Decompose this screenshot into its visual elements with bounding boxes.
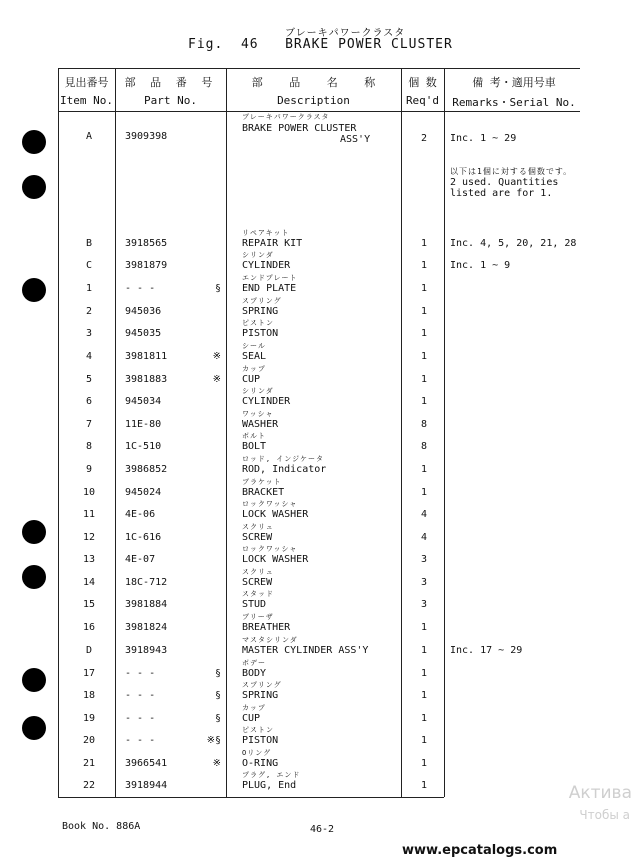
punch-hole: [22, 278, 46, 302]
quantity: 8: [420, 441, 428, 452]
description-jp: ブラケット: [242, 478, 282, 486]
description: CYLINDER: [242, 260, 291, 271]
header-desc: [226, 74, 401, 107]
part-number: 3909398: [125, 131, 168, 142]
description-jp: エンドプレート: [242, 274, 298, 282]
part-mark: ※: [212, 374, 221, 385]
description-jp: ロックワッシャ: [242, 545, 298, 553]
remark: Inc. 17 ~ 29: [450, 645, 523, 656]
part-number: 945034: [125, 396, 162, 407]
quantity: 3: [420, 577, 428, 588]
header-desc-jp: 部 品 名 称: [251, 76, 376, 89]
part-number: 945024: [125, 487, 162, 498]
part-number: 3918944: [125, 780, 168, 791]
header-remarks: [444, 74, 584, 110]
item-number: 16: [82, 622, 96, 633]
header-qty-en: Req'd: [405, 94, 440, 107]
remark: Inc. 1 ~ 29: [450, 133, 517, 144]
remark: Inc. 4, 5, 20, 21, 28: [450, 238, 577, 249]
quantity: 1: [420, 374, 428, 385]
description-jp: ロッド, インジケータ: [242, 455, 324, 463]
description: BODY: [242, 668, 267, 679]
item-number: 6: [85, 396, 93, 407]
header-item: [58, 74, 115, 107]
item-number: 20: [82, 735, 96, 746]
description: MASTER CYLINDER ASS'Y: [242, 645, 369, 656]
description-jp: スクリュ: [242, 523, 274, 531]
description: LOCK WASHER: [242, 509, 309, 520]
part-number: 3918943: [125, 645, 168, 656]
header-item-en: Item No.: [60, 94, 113, 107]
item-number: 15: [82, 599, 96, 610]
description-jp: シール: [242, 342, 266, 350]
quantity: 2: [420, 133, 428, 144]
quantity: 1: [420, 690, 428, 701]
part-number: 945036: [125, 306, 162, 317]
quantity: 4: [420, 532, 428, 543]
part-number: - - -: [125, 713, 156, 724]
part-number: 3981879: [125, 260, 168, 271]
remark: Inc. 1 ~ 9: [450, 260, 511, 271]
quantity: 8: [420, 419, 428, 430]
header-desc-en: Description: [277, 94, 350, 107]
quantity: 1: [420, 396, 428, 407]
description-jp: ブリーザ: [242, 613, 274, 621]
description: ROD, Indicator: [242, 464, 327, 475]
description: CUP: [242, 713, 261, 724]
description-line-2: ASS'Y: [340, 134, 371, 145]
quantity: 1: [420, 780, 428, 791]
part-number: - - -: [125, 283, 156, 294]
item-number: 19: [82, 713, 96, 724]
description-jp: スプリング: [242, 681, 282, 689]
description: REPAIR KIT: [242, 238, 303, 249]
header-qty: [401, 74, 444, 107]
page-title: [188, 37, 453, 52]
item-number: B: [85, 238, 93, 249]
item-number: 14: [82, 577, 96, 588]
item-number: 4: [85, 351, 93, 362]
part-number: 3918565: [125, 238, 168, 249]
header-remarks-jp: 備 考・適用号車: [472, 76, 556, 89]
punch-hole: [22, 130, 46, 154]
note-line-2: 2 used. Quantities: [450, 177, 559, 188]
description-jp: スクリュ: [242, 568, 274, 576]
quantity: 1: [420, 283, 428, 294]
part-number: 3981883: [125, 374, 168, 385]
description-jp: ピストン: [242, 726, 274, 734]
header-item-jp: 見出番号: [64, 76, 109, 89]
item-number: 22: [82, 780, 96, 791]
description: CYLINDER: [242, 396, 291, 407]
item-number: D: [85, 645, 93, 656]
quantity: 1: [420, 351, 428, 362]
part-mark: §: [214, 283, 221, 294]
description-jp: プラグ, エンド: [242, 771, 301, 779]
part-number: 4E-07: [125, 554, 156, 565]
description-jp: リペアキット: [242, 229, 290, 237]
description: SPRING: [242, 690, 279, 701]
part-mark: §: [214, 713, 221, 724]
part-number: 4E-06: [125, 509, 156, 520]
watermark-line-1: Актива: [568, 783, 632, 803]
item-number: 8: [85, 441, 93, 452]
description-jp: カップ: [242, 365, 266, 373]
punch-hole: [22, 175, 46, 199]
description-jp: シリンダ: [242, 387, 274, 395]
item-number: 2: [85, 306, 93, 317]
description-jp: シリンダ: [242, 251, 274, 259]
description-jp: ボデー: [242, 659, 266, 667]
quantity: 1: [420, 238, 428, 249]
description-jp: ピストン: [242, 319, 274, 327]
description-jp: スプリング: [242, 297, 282, 305]
header-part: [115, 74, 226, 107]
description: CUP: [242, 374, 261, 385]
quantity: 1: [420, 713, 428, 724]
item-number: 1: [85, 283, 93, 294]
description: PISTON: [242, 328, 279, 339]
quantity: 1: [420, 306, 428, 317]
quantity: 4: [420, 509, 428, 520]
description: BREATHER: [242, 622, 291, 633]
description: PISTON: [242, 735, 279, 746]
item-number: 18: [82, 690, 96, 701]
quantity: 1: [420, 735, 428, 746]
description: STUD: [242, 599, 267, 610]
quantity-note: [450, 166, 572, 199]
part-mark: §: [214, 668, 221, 679]
item-number: 7: [85, 419, 93, 430]
part-mark: ※: [212, 351, 221, 362]
part-mark: §: [214, 690, 221, 701]
quantity: 1: [420, 668, 428, 679]
site-url: www.epcatalogs.com: [402, 843, 558, 858]
quantity: 3: [420, 554, 428, 565]
description: BRAKE POWER CLUSTER: [242, 123, 357, 134]
item-number: 12: [82, 532, 96, 543]
description: BOLT: [242, 441, 267, 452]
part-number: 3966541: [125, 758, 168, 769]
item-number: A: [85, 131, 93, 142]
header-part-en: Part No.: [144, 94, 197, 107]
part-number: 945035: [125, 328, 162, 339]
note-line-jp: 以下は1個に対する個数です。: [450, 167, 573, 176]
part-number: 3981884: [125, 599, 168, 610]
part-number: 3981811: [125, 351, 168, 362]
item-number: 11: [82, 509, 96, 520]
header-part-jp: 部 品 番 号: [124, 76, 217, 89]
description: BRACKET: [242, 487, 285, 498]
title-text: BRAKE POWER CLUSTER: [285, 37, 453, 52]
part-number: 1C-510: [125, 441, 162, 452]
description-jp: ロックワッシャ: [242, 500, 298, 508]
part-mark: ※§: [206, 735, 221, 746]
part-number: - - -: [125, 735, 156, 746]
description-jp: マスタシリンダ: [242, 636, 298, 644]
quantity: 1: [420, 758, 428, 769]
note-line-3: listed are for 1.: [450, 188, 553, 199]
quantity: 1: [420, 622, 428, 633]
quantity: 1: [420, 260, 428, 271]
quantity: 1: [420, 645, 428, 656]
item-number: 5: [85, 374, 93, 385]
description: PLUG, End: [242, 780, 297, 791]
item-number: C: [85, 260, 93, 271]
description: END PLATE: [242, 283, 297, 294]
description: LOCK WASHER: [242, 554, 309, 565]
header-qty-jp: 個 数: [408, 76, 437, 89]
description-jp: ブレーキパワークラスタ: [242, 113, 330, 121]
part-number: - - -: [125, 668, 156, 679]
description-jp: カップ: [242, 704, 266, 712]
description: SCREW: [242, 532, 273, 543]
description-jp: Oリング: [242, 749, 272, 757]
item-number: 10: [82, 487, 96, 498]
header-remarks-en: Remarks・Serial No.: [452, 96, 576, 109]
part-number: 3981824: [125, 622, 168, 633]
watermark-line-2: Чтобы а: [579, 808, 630, 822]
description: SPRING: [242, 306, 279, 317]
description-jp: ボルト: [242, 432, 266, 440]
description: SEAL: [242, 351, 267, 362]
part-number: 3986852: [125, 464, 168, 475]
item-number: 3: [85, 328, 93, 339]
part-number: 11E-80: [125, 419, 162, 430]
description: O-RING: [242, 758, 279, 769]
punch-hole: [22, 716, 46, 740]
part-mark: ※: [212, 758, 221, 769]
item-number: 17: [82, 668, 96, 679]
page-number: 46-2: [310, 824, 335, 835]
item-number: 21: [82, 758, 96, 769]
quantity: 1: [420, 464, 428, 475]
part-number: - - -: [125, 690, 156, 701]
book-number: Book No. 886A: [62, 821, 141, 832]
part-number: 18C-712: [125, 577, 168, 588]
part-number: 1C-616: [125, 532, 162, 543]
title-japanese: ブレーキパワークラスタ: [285, 28, 406, 39]
description-jp: スタッド: [242, 590, 274, 598]
fig-number: 46: [240, 37, 259, 52]
quantity: 1: [420, 487, 428, 498]
fig-label: Fig.: [188, 37, 224, 52]
description: WASHER: [242, 419, 279, 430]
item-number: 9: [85, 464, 93, 475]
description: SCREW: [242, 577, 273, 588]
quantity: 1: [420, 328, 428, 339]
punch-hole: [22, 668, 46, 692]
punch-hole: [22, 565, 46, 589]
description-jp: ワッシャ: [242, 410, 274, 418]
punch-hole: [22, 520, 46, 544]
item-number: 13: [82, 554, 96, 565]
quantity: 3: [420, 599, 428, 610]
